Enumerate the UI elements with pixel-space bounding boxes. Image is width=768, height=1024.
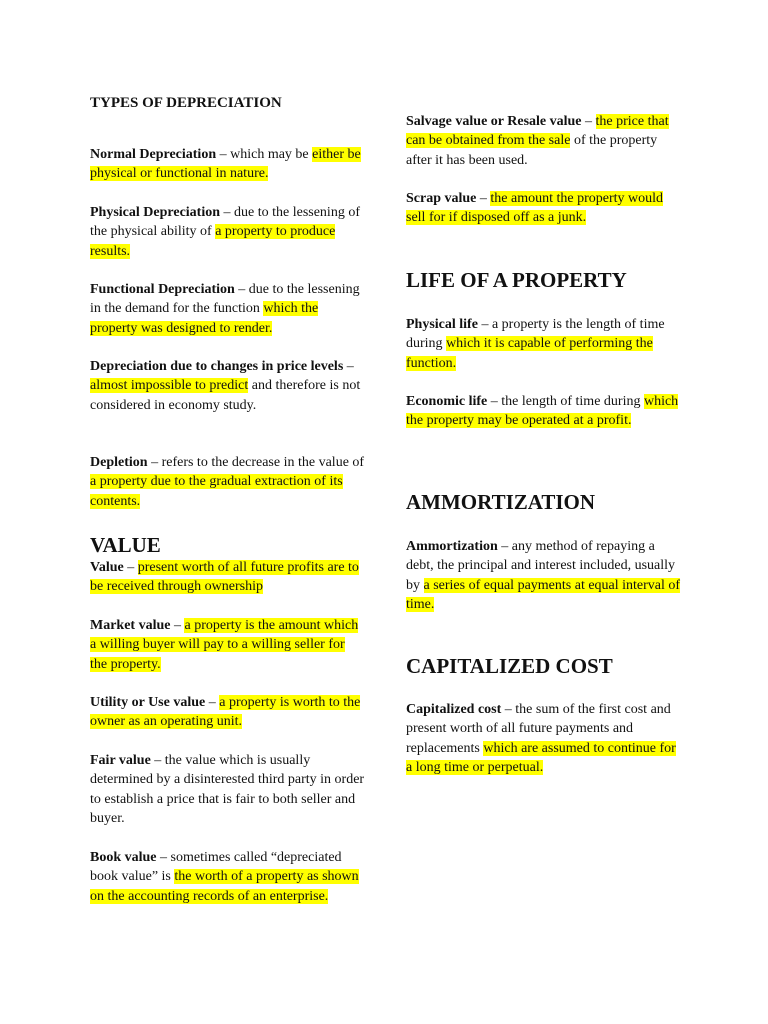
dash-separator: – <box>234 282 249 297</box>
entry-economic-life <box>406 392 681 431</box>
highlighted-definition-text: almost impossible to predict <box>90 378 249 394</box>
term-label: Book value <box>90 850 157 865</box>
definition-text-continued: of the property after it has been used. <box>406 133 658 168</box>
term-label: Capitalized cost <box>406 702 502 717</box>
term-label: Normal Depreciation <box>90 147 217 162</box>
entry-depreciation-price-levels <box>90 357 365 415</box>
term-label: Scrap value <box>406 191 477 206</box>
dash-separator: – <box>123 560 138 575</box>
capitalized-cost-heading: CAPITALIZED COST <box>406 654 613 678</box>
definition-text: the length of time during <box>501 394 644 409</box>
entry-text <box>406 537 681 614</box>
highlighted-definition-text: which are assumed to continue for a long time or perpetual. <box>406 740 676 775</box>
highlighted-definition-text: a property due to the gradual extraction of its contents. <box>90 474 343 509</box>
entry-text <box>90 280 365 338</box>
highlighted-definition-text: the price that can be obtained from the sale <box>406 114 669 149</box>
entry-text <box>90 453 365 511</box>
entry-physical-depreciation <box>90 203 365 261</box>
term-label: Fair value <box>90 753 151 768</box>
dash-separator: – <box>147 455 162 470</box>
entry-text <box>90 558 365 597</box>
dash-separator: – <box>487 394 502 409</box>
entry-text <box>406 700 681 777</box>
entry-text <box>90 616 365 674</box>
ammortization-heading: AMMORTIZATION <box>406 490 596 514</box>
entry-utility-value <box>90 693 365 732</box>
term-label: Salvage value or Resale value <box>406 114 582 129</box>
term-label: Depreciation due to changes in price levels <box>90 359 344 374</box>
dash-separator: – <box>205 695 220 710</box>
value-heading: VALUE <box>90 533 161 557</box>
dash-separator: – <box>497 539 512 554</box>
entry-scrap-value <box>406 189 681 228</box>
term-label: Economic life <box>406 394 488 409</box>
dash-separator: – <box>216 147 231 162</box>
entry-text <box>406 315 681 373</box>
highlighted-definition-text: which it is capable of performing the function. <box>406 336 653 371</box>
dash-separator: – <box>156 850 171 865</box>
highlighted-definition-text: the amount the property would sell for if disposed off as a junk. <box>406 191 664 226</box>
highlighted-definition-text: which the property was designed to render. <box>90 301 319 336</box>
highlighted-definition-text: a series of equal payments at equal interval of time. <box>406 577 681 612</box>
definition-text: due to the lessening in the demand for the function <box>90 282 360 317</box>
definition-text-continued: and therefore is not considered in economy study. <box>90 378 361 413</box>
entry-text <box>90 203 365 261</box>
entry-ammortization <box>406 537 681 614</box>
term-label: Physical Depreciation <box>90 205 221 220</box>
definition-text: due to the lessening of the physical ability of <box>90 205 360 240</box>
life-of-property-heading: LIFE OF A PROPERTY <box>406 268 627 292</box>
entry-normal-depreciation <box>90 145 365 184</box>
definition-text: any method of repaying a debt, the principal and interest included, usually by <box>406 539 676 593</box>
entry-text <box>406 392 681 431</box>
entry-text <box>90 848 365 906</box>
entry-text <box>406 189 681 228</box>
entry-book-value <box>90 848 365 906</box>
entry-functional-depreciation <box>90 280 365 338</box>
term-label: Market value <box>90 618 171 633</box>
dash-separator: – <box>150 753 165 768</box>
dash-separator: – <box>477 317 492 332</box>
definition-text: which may be <box>230 147 313 162</box>
dash-separator: – <box>581 114 596 129</box>
entry-text <box>90 693 365 732</box>
term-label: Physical life <box>406 317 478 332</box>
definition-text: a property is the length of time during <box>406 317 665 352</box>
entry-fair-value <box>90 751 365 828</box>
definition-text: refers to the decrease in the value of <box>161 455 365 470</box>
definition-text: the value which is usually determined by a disinterested third party in order to establish a price that is fair to both seller and buyer. <box>90 753 365 826</box>
highlighted-definition-text: either be physical or functional in nature. <box>90 147 361 182</box>
entry-text <box>406 112 681 170</box>
term-label: Utility or Use value <box>90 695 206 710</box>
dash-separator: – <box>343 359 354 374</box>
highlighted-definition-text: which the property may be operated at a profit. <box>406 394 679 429</box>
highlighted-definition-text: a property is the amount which a willing buyer will pay to a willing seller for the property. <box>90 618 359 672</box>
term-label: Ammortization <box>406 539 498 554</box>
highlighted-definition-text: a property is worth to the owner as an operating unit. <box>90 695 361 730</box>
types-of-depreciation-heading: TYPES OF DEPRECIATION <box>90 95 282 111</box>
highlighted-definition-text: present worth of all future profits are to be received through ownership <box>90 560 359 595</box>
dash-separator: – <box>476 191 491 206</box>
term-label: Value <box>90 560 124 575</box>
entry-depletion <box>90 453 365 511</box>
highlighted-definition-text: a property to produce results. <box>90 224 336 259</box>
dash-separator: – <box>501 702 516 717</box>
entry-market-value <box>90 616 365 674</box>
entry-physical-life <box>406 315 681 373</box>
definition-text: sometimes called “depreciated book value” is <box>90 850 342 885</box>
term-label: Depletion <box>90 455 148 470</box>
entry-salvage-value <box>406 112 681 170</box>
entry-capitalized-cost <box>406 700 681 777</box>
dash-separator: – <box>220 205 235 220</box>
entry-text <box>90 751 365 828</box>
term-label: Functional Depreciation <box>90 282 235 297</box>
entry-value <box>90 558 365 597</box>
dash-separator: – <box>170 618 185 633</box>
entry-text <box>90 145 365 184</box>
entry-text <box>90 357 365 415</box>
definition-text: the sum of the first cost and present worth of all future payments and replacements <box>406 702 671 756</box>
highlighted-definition-text: the worth of a property as shown on the accounting records of an enterprise. <box>90 869 359 904</box>
